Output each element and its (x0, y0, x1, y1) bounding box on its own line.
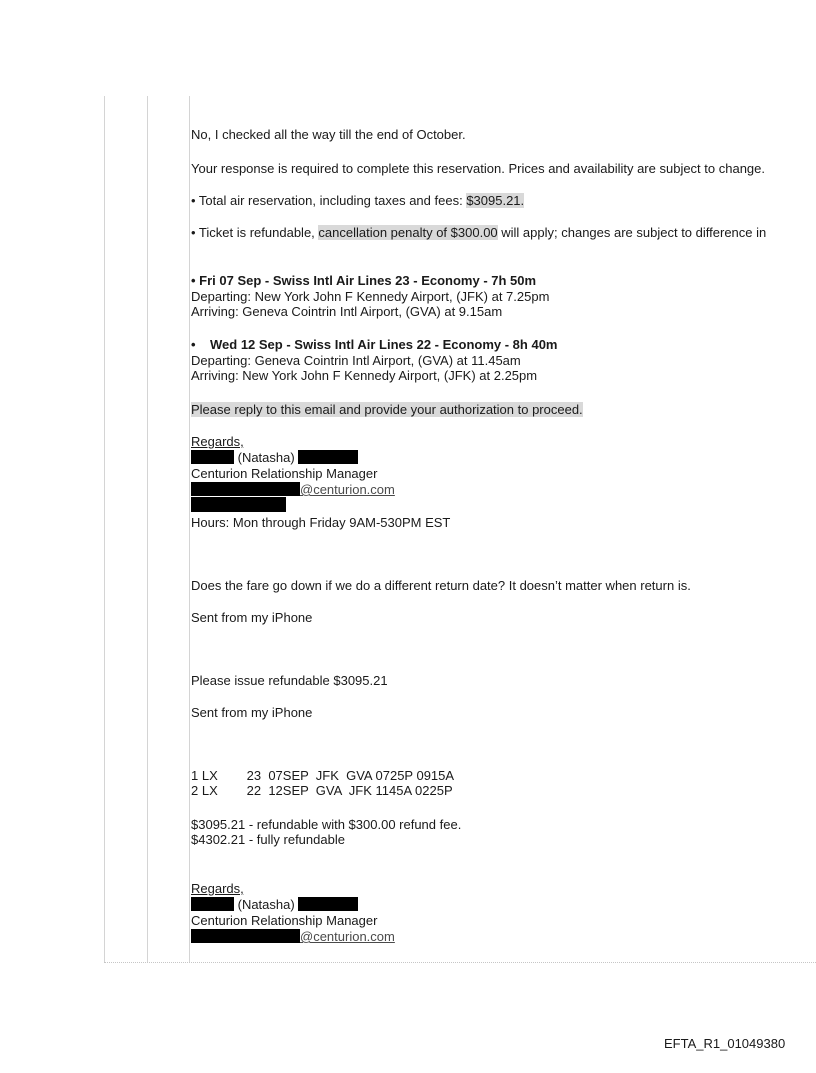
redaction-last-name-2 (298, 897, 358, 911)
email-body (191, 0, 816, 960)
signature-title: Centurion Relationship Manager (191, 466, 378, 481)
signature2-name-line (191, 897, 358, 912)
document-id: EFTA_R1_01049380 (664, 1036, 786, 1051)
response-required-text: Your response is required to complete this reservation. Prices and availability are subject to change. (191, 161, 765, 176)
redaction-first-name (191, 450, 234, 464)
bullet-total-fare (191, 193, 524, 208)
signature2-title: Centurion Relationship Manager (191, 913, 378, 928)
cancellation-penalty-highlight: cancellation penalty of $300.00 (318, 225, 498, 240)
signature2-nickname: (Natasha) (234, 897, 299, 912)
fare-question: Does the fare go down if we do a different return date? It doesn’t matter when return is. (191, 578, 691, 593)
flight2-departure: Departing: Geneva Cointrin Intl Airport, (GVA) at 11.45am (191, 353, 521, 368)
redaction-block (191, 497, 286, 512)
price-option-fully-refundable: $4302.21 - fully refundable (191, 832, 345, 847)
sent-from-iphone-1: Sent from my iPhone (191, 610, 313, 625)
authorization-request (191, 402, 583, 417)
price-option-refund-fee: $3095.21 - refundable with $300.00 refund fee. (191, 817, 462, 832)
quote-border-inner (189, 96, 190, 962)
itinerary-line-2: 2 LX 22 12SEP GVA JFK 1145A 0225P (191, 783, 453, 798)
quote-border-middle (147, 96, 148, 962)
flight1-arrival: Arriving: Geneva Cointrin Intl Airport, (GVA) at 9.15am (191, 304, 503, 319)
total-amount-highlight: $3095.21. (466, 193, 525, 208)
flight2-title: • Wed 12 Sep - Swiss Intl Air Lines 22 - Economy - 8h 40m (191, 337, 558, 352)
itinerary-line-1: 1 LX 23 07SEP JFK GVA 0725P 0915A (191, 768, 455, 783)
redaction-email-user (191, 482, 300, 496)
signature-email-line (191, 482, 395, 497)
flight1-title: • Fri 07 Sep - Swiss Intl Air Lines 23 - Economy - 7h 50m (191, 273, 537, 288)
signature2-email-line (191, 929, 395, 944)
redaction-first-name-2 (191, 897, 234, 911)
signature-redaction-extra (191, 497, 286, 513)
signature-name-line (191, 450, 358, 465)
reply-text-checked: No, I checked all the way till the end of October. (191, 127, 466, 142)
signature-nickname: (Natasha) (234, 450, 299, 465)
quote-border-outer (104, 96, 105, 962)
flight1-departure: Departing: New York John F Kennedy Airport, (JFK) at 7.25pm (191, 289, 550, 304)
bullet-refund-label: • Ticket is refundable, (191, 225, 319, 240)
business-hours: Hours: Mon through Friday 9AM-530PM EST (191, 515, 451, 530)
signature-email-link[interactable]: @centurion.com (300, 482, 395, 497)
redaction-email-user-2 (191, 929, 300, 943)
signature2-email-link[interactable]: @centurion.com (300, 929, 395, 944)
issue-refundable-request: Please issue refundable $3095.21 (191, 673, 388, 688)
sent-from-iphone-2: Sent from my iPhone (191, 705, 313, 720)
authorization-request-highlight: Please reply to this email and provide your authorization to proceed. (191, 402, 583, 417)
signature-regards: Regards, (191, 434, 244, 449)
flight2-arrival: Arriving: New York John F Kennedy Airport, (JFK) at 2.25pm (191, 368, 538, 383)
bullet-refund-suffix: will apply; changes are subject to difference in (497, 225, 767, 240)
bullet-total-label: • Total air reservation, including taxes and fees: (191, 193, 467, 208)
bullet-refund-policy (191, 225, 766, 240)
redaction-last-name (298, 450, 358, 464)
signature2-regards: Regards, (191, 881, 244, 896)
